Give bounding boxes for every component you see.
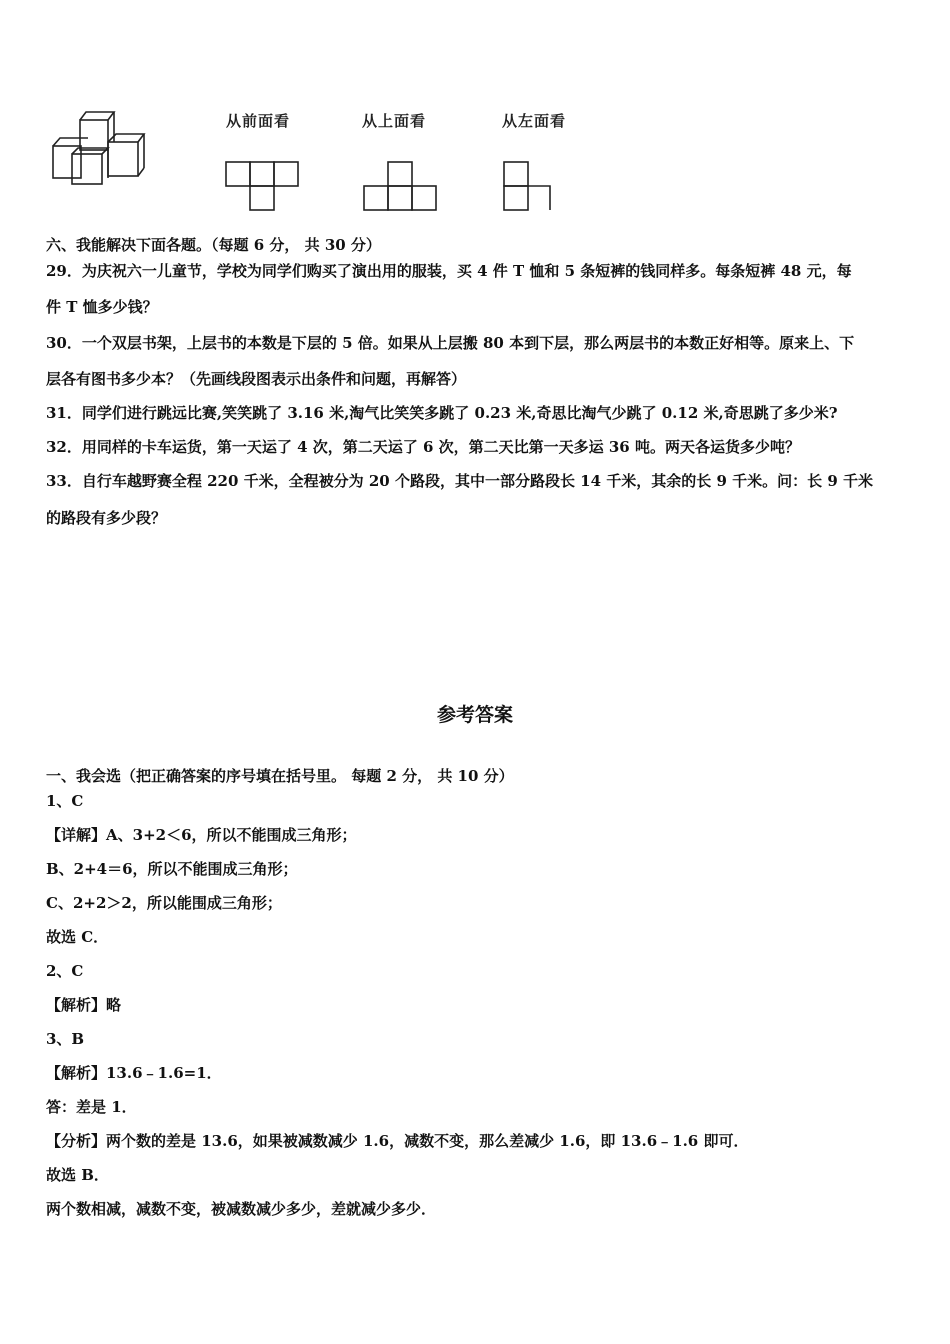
front-view-drawing [226, 162, 298, 210]
answer-3-detail-3: 【分析】两个数的差是 13.6，如果被减数减少 1.6，减数不变，那么差减少 1.6，即 13.6﹣1.6 即可． [46, 1132, 749, 1150]
front-view-label: 从前面看 [226, 112, 291, 130]
answer-3-detail-4: 故选 B． [46, 1166, 109, 1184]
answer-3-detail-2: 答：差是 1． [46, 1098, 137, 1116]
left-view-drawing [504, 162, 550, 210]
answers-section-1-heading: 一、我会选（把正确答案的序号填在括号里。 每题 2 分， 共 10 分） [46, 767, 514, 785]
answer-1-detail-3: C、2+2＞2，所以能围成三角形； [46, 894, 282, 912]
question-29-line-2: 件 T 恤多少钱？ [46, 298, 158, 316]
answer-2-detail-1: 【解析】略 [46, 996, 122, 1014]
question-29-line-1: 29．为庆祝六一儿童节，学校为同学们购买了演出用的服装，买 4 件 T 恤和 5 条短裤的钱同样多。每条短裤 48 元，每 [46, 262, 852, 280]
question-33-line-1: 33．自行车越野赛全程 220 千米，全程被分为 20 个路段，其中一部分路段长 14 千米，其余的长 9 千米。问：长 9 千米 [46, 472, 874, 490]
answers-title: 参考答案 [436, 704, 513, 726]
answer-1-detail-1: 【详解】A、3+2＜6，所以不能围成三角形； [46, 826, 357, 844]
question-30-line-2: 层各有图书多少本？（先画线段图表示出条件和问题，再解答） [46, 370, 467, 388]
answer-3-detail-5: 两个数相减，减数不变，被减数减少多少，差就减少多少． [46, 1200, 437, 1218]
question-30-line-1: 30．一个双层书架，上层书的本数是下层的 5 倍。如果从上层搬 80 本到下层，那么两层书的本数正好相等。原来上、下 [46, 334, 855, 352]
left-view-label: 从左面看 [502, 112, 567, 130]
answer-3-detail-1: 【解析】13.6﹣1.6=1． [46, 1064, 222, 1082]
answer-1: 1、C [46, 792, 84, 810]
question-31: 31．同学们进行跳远比赛,笑笑跳了 3.16 米,淘气比笑笑多跳了 0.23 米,奇思比淘气少跳了 0.12 米,奇思跳了多少米? [46, 404, 838, 422]
answer-1-detail-2: B、2+4＝6，所以不能围成三角形； [46, 860, 298, 878]
answer-3: 3、B [46, 1030, 85, 1048]
question-33-line-2: 的路段有多少段？ [46, 509, 167, 527]
answer-1-detail-4: 故选 C． [46, 928, 109, 946]
question-32: 32．用同样的卡车运货，第一天运了 4 次，第二天运了 6 次，第二天比第一天多运 36 吨。两天各运货多少吨？ [46, 438, 800, 456]
top-view-drawing [364, 162, 436, 210]
section-6-heading: 六、我能解决下面各题。（每题 6 分， 共 30 分） [46, 236, 381, 254]
answer-2: 2、C [46, 962, 84, 980]
cube-solid-drawing [53, 112, 144, 184]
top-view-label: 从上面看 [362, 112, 427, 130]
